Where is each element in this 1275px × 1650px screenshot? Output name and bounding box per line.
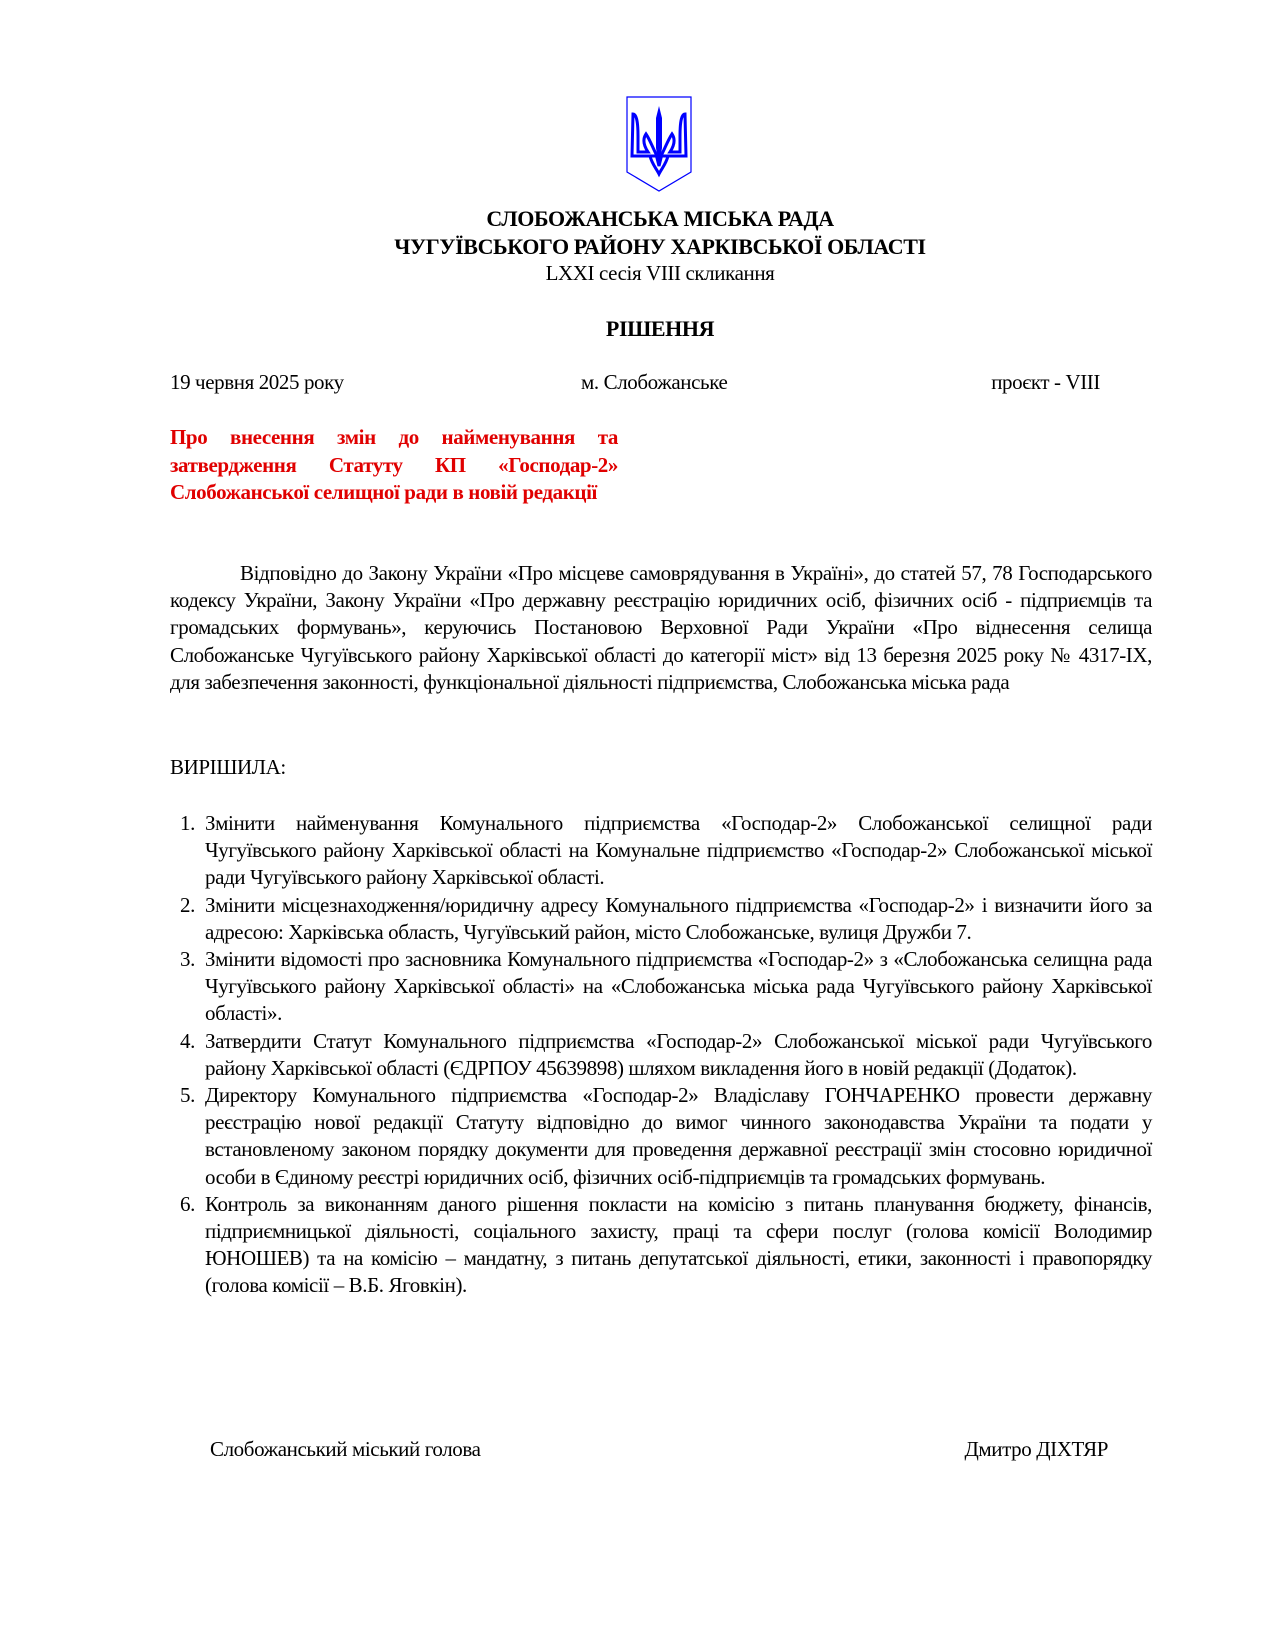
list-item bbox=[170, 1082, 1152, 1191]
list-item bbox=[170, 946, 1152, 1028]
item-number: 1. bbox=[180, 811, 195, 835]
item-text: Змінити найменування Комунального підприємства «Господар-2» Слобожанської селищної ради Чугуївського району Харківської області на Комунальне підприємство «Господар-2» Слобожанської міської ради Чугуївського району Харківської області. bbox=[205, 811, 1152, 890]
item-text: Змінити місцезнаходження/юридичну адресу Комунального підприємства «Господар-2» і визначити його за адресою: Харківська область, Чугуївський район, місто Слобожанське, вулиця Дружби 7. bbox=[205, 892, 1152, 944]
district-name: ЧУГУЇВСЬКОГО РАЙОНУ ХАРКІВСЬКОЇ ОБЛАСТІ bbox=[394, 234, 926, 259]
decision-date: 19 червня 2025 року bbox=[170, 370, 344, 394]
item-number: 3. bbox=[180, 947, 195, 972]
list-item bbox=[170, 1191, 1152, 1300]
item-text: Затвердити Статут Комунального підприємства «Господар-2» Слобожанської міської ради Чугуївського району Харківської області (ЄДРПОУ 45639898) шляхом викладення його в новій редакції (Додаток). bbox=[205, 1028, 1152, 1080]
decision-items bbox=[170, 810, 1152, 1300]
item-number: 2. bbox=[180, 892, 195, 917]
preamble: Відповідно до Закону України «Про місцеве самоврядування в Україні», до статей 57, 78 Господарського кодексу України, Закону України «Про державну реєстрацію юридичних осіб, фізичних осіб - підприємців та громадських формувань», керуючись Постановою Верховної Ради України «Про віднесення селища Слобожанське Чугуївського району Харківської області до категорії міст» від 13 березня 2025 року № 4317-IX, для забезпечення законності, функціональної діяльності підприємства, Слобожанська міська рада bbox=[170, 561, 1152, 694]
signatory-position: Слобожанський міський голова bbox=[210, 1437, 481, 1461]
list-item bbox=[170, 810, 1152, 892]
item-text: Контроль за виконанням даного рішення покласти на комісію з питань планування бюджету, фінансів, підприємницької діяльності, соціального захисту, праці та сфери послуг (голова комісії Володимир ЮНОШЕВ) та на комісію – мандатну, з питань депутатської діяльності, етики, законності і правопорядку (голова комісії – В.Б. Яговкін). bbox=[205, 1191, 1152, 1298]
item-text: Директору Комунального підприємства «Господар-2» Владіславу ГОНЧАРЕНКО провести державну реєстрацію нової редакції Статуту відповідно до вимог чинного законодавства України та подати у встановленому законом порядку документи для проведення державної реєстрації змін стосовно юридичної особи в Єдиному реєстрі юридичних осіб, фізичних осіб-підприємців та громадських формувань. bbox=[205, 1083, 1152, 1189]
item-text: Змінити відомості про засновника Комунального підприємства «Господар-2» з «Слобожанська селищна рада Чугуївського району Харківської області» на «Слобожанська міська рада Чугуївського району Харківської області». bbox=[205, 947, 1152, 1026]
document-type: РІШЕННЯ bbox=[605, 316, 715, 341]
list-item bbox=[170, 892, 1152, 946]
item-number: 6. bbox=[180, 1191, 195, 1216]
decided-heading: ВИРІШИЛА: bbox=[170, 755, 286, 779]
list-item bbox=[170, 1028, 1152, 1082]
decision-place: м. Слобожанське bbox=[581, 370, 728, 394]
signatory-name: Дмитро ДІХТЯР bbox=[964, 1437, 1108, 1461]
meta-row bbox=[170, 370, 1100, 398]
decision-title: Про внесення змін до найменування та затвердження Статуту КП «Господар-2» Слобожанської селищної ради в новій редакції bbox=[170, 425, 618, 504]
project-number: проєкт - VIII bbox=[991, 370, 1100, 394]
item-number: 5. bbox=[180, 1083, 195, 1108]
item-number: 4. bbox=[180, 1028, 195, 1053]
session-line: LXXI сесія VIII скликання bbox=[545, 261, 775, 285]
coat-of-arms-emblem bbox=[626, 96, 692, 192]
council-name: СЛОБОЖАНСЬКА МІСЬКА РАДА bbox=[486, 206, 834, 231]
